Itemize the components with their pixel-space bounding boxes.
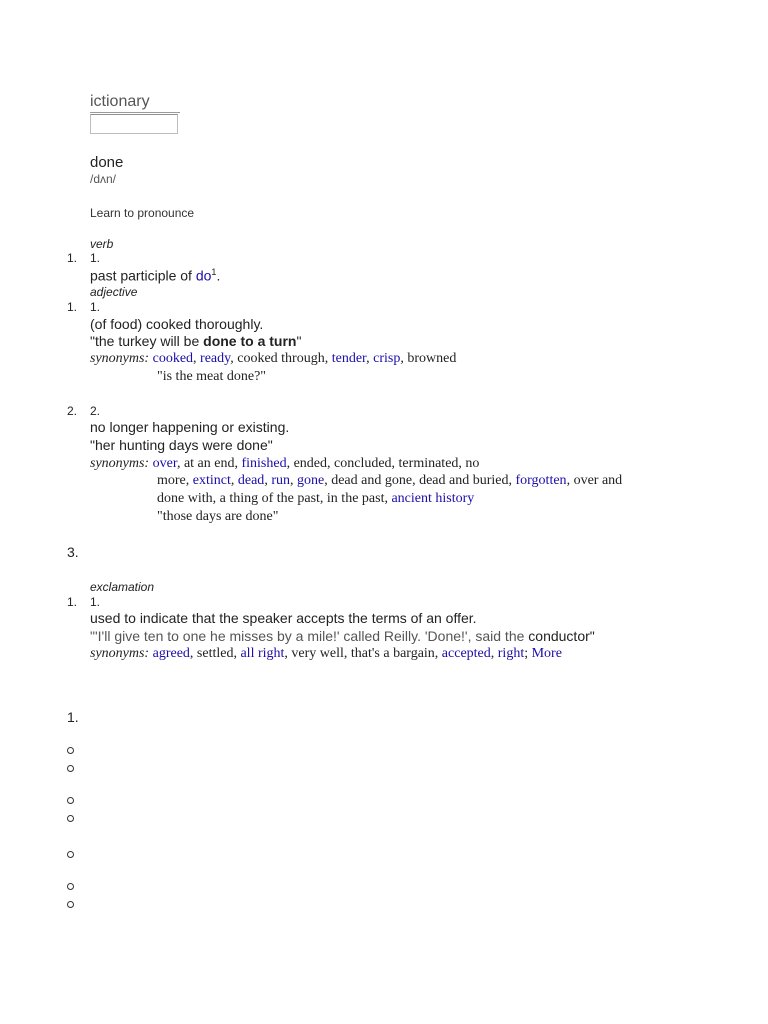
synonym-text: more [157,473,186,488]
sense-number: 1. [90,595,101,609]
example: "her hunting days were done" [90,437,273,453]
pos-adjective: adjective [90,285,138,299]
synonym-link[interactable]: crisp [373,351,401,366]
synonym-link[interactable]: ready [200,351,231,366]
synonym-text: done with [157,491,213,506]
example-tail: conductor" [528,628,595,644]
synonyms-line: synonyms: agreed, settled, all right, very well, that's a bargain, accepted, right; More [90,646,562,661]
list-number: 1. [67,709,79,725]
synonym-link[interactable]: tender [331,351,367,366]
synonym-link[interactable]: forgotten [515,473,567,488]
synonym-text: very well [291,646,344,661]
bullet-icon [67,851,74,858]
list-number: 2. [67,404,78,418]
synonyms-line: more, extinct, dead, run, gone, dead and gone, dead and buried, forgotten, over and [157,473,623,488]
synonym-link[interactable]: ancient history [391,491,475,506]
definition-end: . [216,267,221,284]
example-pre: "the turkey will be [90,333,204,349]
title-underline [90,112,180,113]
synonyms-line: synonyms: over, at an end, finished, ended, concluded, terminated, no [90,456,480,471]
synonyms-label: synonyms: [90,456,150,471]
synonym-text: in the past [326,491,385,506]
synonym-link[interactable]: all right [240,646,285,661]
synonym-text: cooked through [237,351,325,366]
superscript: 1 [211,267,217,277]
learn-to-pronounce-link[interactable]: Learn to pronounce [90,206,195,220]
synonym-link[interactable]: over [152,456,177,471]
definition: (of food) cooked thoroughly. [90,316,264,332]
synonym-example: "those days are done" [157,509,279,524]
synonym-text: no [465,456,480,471]
synonym-link[interactable]: accepted [441,646,491,661]
synonym-text: at an end [183,456,235,471]
search-input[interactable] [90,114,178,134]
synonyms-label: synonyms: [90,646,150,661]
synonym-link[interactable]: agreed [152,646,190,661]
sense-number: 2. [90,404,101,418]
synonym-text: a thing of the past [219,491,320,506]
synonym-link[interactable]: cooked [152,351,194,366]
headword: done [90,154,124,171]
synonym-text: over and [573,473,623,488]
more-link[interactable]: More [531,646,562,661]
synonyms-line: done with, a thing of the past, in the past, ancient history [157,491,475,506]
example-pre: "'I'll give ten to one he misses by a mile!' called Reilly. 'Done!', said the [90,628,529,644]
example-post: " [296,333,302,349]
synonyms-line: synonyms: cooked, ready, cooked through, tender, crisp, browned [90,351,457,366]
bullet-icon [67,797,74,804]
list-number: 3. [67,544,79,560]
synonym-link[interactable]: gone [296,473,325,488]
pos-exclamation: exclamation [90,580,155,594]
synonym-text: browned [407,351,457,366]
definition: no longer happening or existing. [90,419,290,435]
synonym-text: settled [196,646,234,661]
example [90,333,301,349]
list-number: 1. [67,251,78,265]
bullet-icon [67,883,74,890]
synonym-text: terminated [398,456,459,471]
synonym-text: dead and gone [331,473,413,488]
list-number: 1. [67,595,78,609]
page-title: ictionary [90,93,150,110]
list-number: 1. [67,300,78,314]
synonym-link[interactable]: run [271,473,290,488]
definition: used to indicate that the speaker accepts the terms of an offer. [90,610,477,626]
synonym-link[interactable]: finished [241,456,287,471]
synonym-text: ended [293,456,328,471]
synonym-text: that's a bargain [350,646,435,661]
bullet-icon [67,901,74,908]
bullet-icon [67,815,74,822]
definition-text: past participle of [90,267,196,284]
pos-verb: verb [90,237,114,251]
phonetic: /dʌn/ [90,172,117,186]
synonym-example: "is the meat done?" [157,369,267,384]
synonym-text: dead and buried [419,473,509,488]
example [90,628,595,644]
bullet-icon [67,747,74,754]
sense-number: 1. [90,251,101,265]
synonym-link[interactable]: extinct [192,473,231,488]
sense-number: 1. [90,300,101,314]
verb-definition [90,267,220,284]
synonym-link[interactable]: right [497,646,525,661]
synonym-link[interactable]: dead [237,473,265,488]
synonyms-label: synonyms: [90,351,150,366]
example-bold: done to a turn [203,333,297,349]
do-link[interactable]: do [195,267,212,284]
bullet-icon [67,765,74,772]
synonym-text: concluded [334,456,392,471]
